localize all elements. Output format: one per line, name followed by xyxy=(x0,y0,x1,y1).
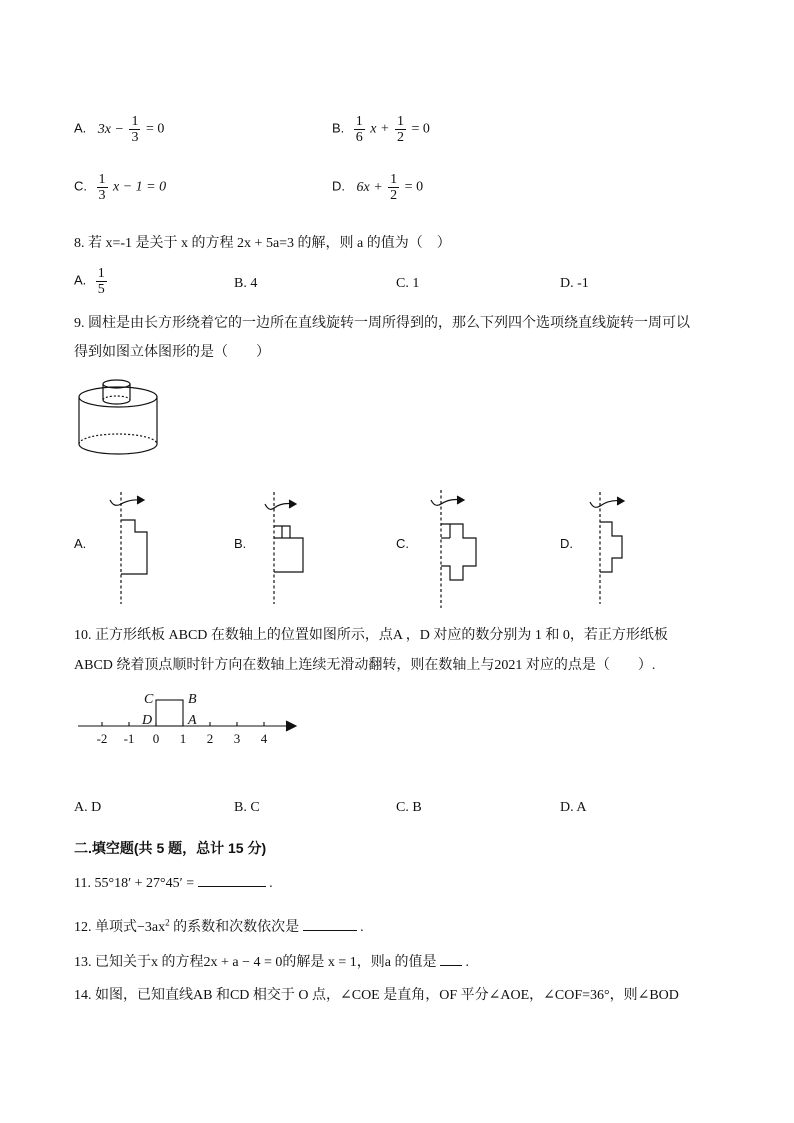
fraction: $\frac{1}{2}$ xyxy=(390,172,398,203)
answer-blank xyxy=(303,930,357,931)
q14-question: 14. 如图，已知直线AB 和CD 相交于 O 点，∠COE 是直角，OF 平分∠AOE，∠COF=36°，则∠BOD xyxy=(74,988,679,1003)
q10-option-d: D. A xyxy=(560,800,587,815)
q9-option-a-figure xyxy=(104,486,164,606)
q12-text-post: 的系数和次数依次是 xyxy=(169,920,300,935)
q7-c-post: x − 1 = 0 xyxy=(113,179,167,195)
square-abcd xyxy=(156,700,183,726)
q11-question xyxy=(74,876,273,892)
q7-option-d xyxy=(332,172,423,203)
number-line-tick-label: 1 xyxy=(179,731,187,746)
number-line-arrow xyxy=(286,721,296,731)
answer-blank xyxy=(198,886,266,887)
q8-option-c: C. 1 xyxy=(396,276,420,291)
q8-option-b: B. 4 xyxy=(234,276,258,291)
q11-end: . xyxy=(269,876,273,891)
point-c-label: C xyxy=(144,692,154,707)
q13-question xyxy=(74,951,469,971)
point-b-label: B xyxy=(188,692,197,707)
q7-option-b xyxy=(332,114,430,145)
number-line-tick-label: -1 xyxy=(123,731,135,746)
option-label: A. xyxy=(74,272,87,288)
fraction: $\frac{1}{3}$ xyxy=(131,114,139,145)
q8-question: 8. 若 x=-1 是关于 x 的方程 2x + 5a=3 的解，则 a 的值为（ ） xyxy=(74,236,451,251)
number-line-tick-label: 2 xyxy=(206,731,214,746)
q9-option-d-figure xyxy=(586,486,646,606)
number-line-tick-label: 0 xyxy=(152,731,160,746)
point-a-label: A xyxy=(188,713,197,728)
q7-d-pre: 6x + xyxy=(356,179,383,195)
q10-line-2: ABCD 绕着顶点顺时针方向在数轴上连续无滑动翻转，则在数轴上与2021 对应的点是（ ）. xyxy=(74,658,656,673)
q12-end: . xyxy=(360,920,364,935)
q7-b-mid: x + xyxy=(370,121,390,137)
fraction: $\frac{1}{6}$ xyxy=(355,114,363,145)
fraction: $\frac{1}{3}$ xyxy=(98,172,106,203)
q9-option-c-figure xyxy=(426,486,486,610)
q7-option-a xyxy=(74,114,164,145)
q9-line-2: 得到如图立体图形的是（ ） xyxy=(74,345,270,360)
option-label: D. xyxy=(332,178,345,194)
q10-option-a: A. D xyxy=(74,800,102,815)
number-line-tick-label: -2 xyxy=(96,731,108,746)
q9-option-b-label: B. xyxy=(234,536,247,551)
q9-option-b-figure xyxy=(262,486,322,606)
fraction: $\frac{1}{5}$ xyxy=(97,266,105,297)
q12-question xyxy=(74,916,364,936)
q9-option-d-label: D. xyxy=(560,536,573,551)
q10-line-1: 10. 正方形纸板 ABCD 在数轴上的位置如图所示，点A ，D 对应的数分别为 1 和 0，若正方形纸板 xyxy=(74,628,668,643)
section-title: 二.填空题(共 5 题，总计 15 分) xyxy=(74,840,267,856)
option-label: C. xyxy=(74,178,87,194)
q7-a-post: = 0 xyxy=(145,121,165,137)
q12-sup: 2 xyxy=(165,917,170,928)
q8-option-a xyxy=(74,266,109,297)
q7-a-pre: 3x − xyxy=(97,121,124,137)
q9-line-1: 9. 圆柱是由长方形绕着它的一边所在直线旋转一周所得到的，那么下列四个选项绕直线旋转一周可以 xyxy=(74,316,690,331)
q7-d-post: = 0 xyxy=(404,179,424,195)
number-line-tick-label: 4 xyxy=(260,731,268,746)
q10-number-line xyxy=(74,684,306,750)
number-line-tick-label: 3 xyxy=(233,731,241,746)
q9-option-a-label: A. xyxy=(74,536,87,551)
q10-option-c: C. B xyxy=(396,800,422,815)
q7-b-post: = 0 xyxy=(411,121,430,137)
q7-option-c xyxy=(74,172,166,203)
option-label: B. xyxy=(332,120,345,136)
option-label: A. xyxy=(74,120,87,136)
fraction: $\frac{1}{2}$ xyxy=(396,114,404,145)
answer-blank xyxy=(440,965,462,966)
q12-text-pre: 12. 单项式−3ax xyxy=(74,920,166,935)
q8-option-d: D. -1 xyxy=(560,276,589,291)
q13-text: 13. 已知关于x 的方程2x + a − 4 = 0的解是 x = 1，则a 的值是 xyxy=(74,955,437,970)
q13-end: . xyxy=(465,955,470,970)
q11-text: 11. 55°18′ + 27°45′ = xyxy=(74,876,195,891)
q10-option-b: B. C xyxy=(234,800,260,815)
point-d-label: D xyxy=(142,713,153,728)
q9-solid-figure xyxy=(74,376,166,460)
q9-option-c-label: C. xyxy=(396,536,409,551)
